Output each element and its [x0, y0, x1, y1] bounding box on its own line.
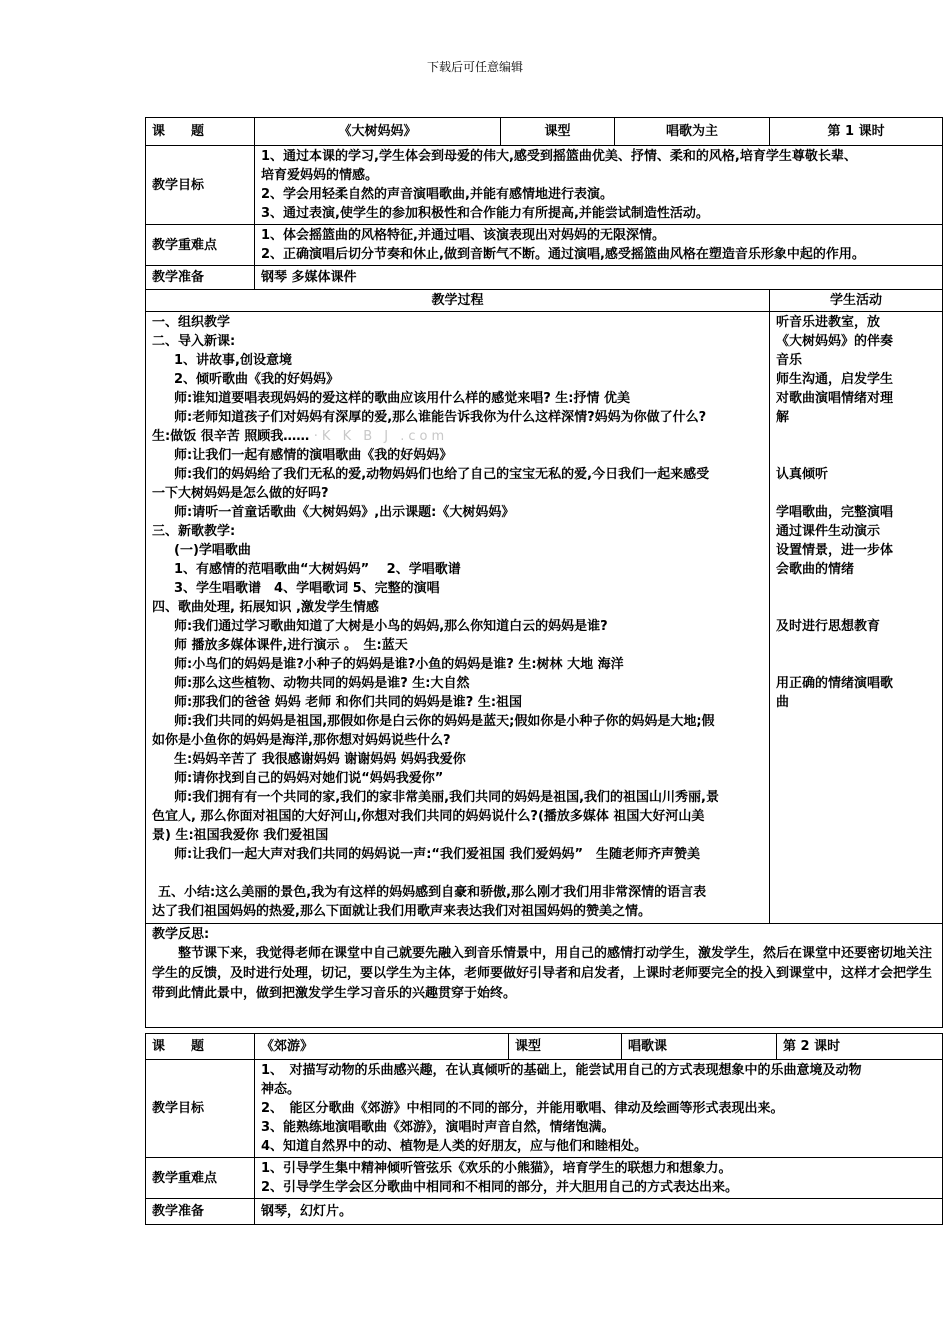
- activity-line: 听音乐进教室，放: [776, 315, 881, 330]
- goal-line: 1、通过本课的学习,学生体会到母爱的伟大,感受到摇篮曲优美、抒情、柔和的风格,培育学生尊敬长辈、: [261, 149, 857, 164]
- header-note: 下载后可任意编辑: [426, 60, 523, 74]
- lesson-type: 唱歌为主: [615, 118, 770, 146]
- activity-line: 会歌曲的情绪: [776, 562, 855, 577]
- process-line: 生:妈妈辛苦了 我很感谢妈妈 谢谢妈妈 妈妈我爱你: [174, 752, 466, 767]
- lesson-topic: 《郊游》: [255, 1034, 509, 1060]
- activity-line: 学唱歌曲，完整演唱: [776, 505, 894, 520]
- label-goals: 教学目标: [146, 146, 255, 225]
- key-point-line: 1、体会摇篮曲的风格特征,并通过唱、该演表现出对妈妈的无限深情。: [261, 228, 665, 243]
- activity-line: 音乐: [776, 353, 803, 368]
- lesson-period: 第 2 课时: [777, 1034, 943, 1060]
- activity-line: 用正确的情绪演唱歌: [776, 676, 894, 691]
- process-line: 师:谁知道要唱表现妈妈的爱这样的歌曲应该用什么样的感觉来唱? 生:抒情 优美: [174, 391, 630, 406]
- process-line: 师:小鸟们的妈妈是谁?小种子的妈妈是谁?小鱼的妈妈是谁? 生:树林 大地 海洋: [174, 657, 624, 672]
- process-line: 景) 生:祖国我爱你 我们爱祖国: [152, 828, 329, 843]
- process-line: 一、组织教学: [152, 315, 231, 330]
- process-line: 3、学生唱歌谱 4、学唱歌词 5、完整的演唱: [174, 581, 440, 596]
- activity-line: 设置情景，进一步体: [776, 543, 894, 558]
- watermark: ·K K B J .com: [313, 429, 449, 444]
- process-line: 达了我们祖国妈妈的热爱,那么下面就让我们用歌声来表达我们对祖国妈妈的赞美之情。: [152, 904, 651, 919]
- process-line: 师:让我们一起大声对我们共同的妈妈说一声:“我们爱祖国 我们爱妈妈” 生随老师齐声赞美: [174, 847, 701, 862]
- prep-cell: 钢琴，幻灯片。: [255, 1199, 943, 1225]
- process-line: 二、导入新课:: [152, 334, 236, 349]
- process-line: 师:老师知道孩子们对妈妈有深厚的爱,那么谁能告诉我你为什么这样深情?妈妈为你做了什么?: [174, 410, 707, 425]
- activity-line: 解: [776, 410, 790, 425]
- label-prep: 教学准备: [146, 266, 255, 290]
- process-line: 师:那么这些植物、动物共同的妈妈是谁? 生:大自然: [174, 676, 470, 691]
- process-line: 师:我们通过学习歌曲知道了大树是小鸟的妈妈,那么你知道白云的妈妈是谁?: [174, 619, 608, 634]
- process-line: [152, 427, 763, 446]
- lesson-period: 第 1 课时: [770, 118, 943, 146]
- process-line: 1、讲故事,创设意境: [174, 353, 292, 368]
- process-line: 师:我们共同的妈妈是祖国,那假如你是白云你的妈妈是蓝天;假如你是小种子你的妈妈是大地;假: [174, 714, 715, 729]
- activity-cell: [770, 312, 943, 924]
- process-line: 师:我们拥有有一个共同的家,我们的家非常美丽,我们共同的妈妈是祖国,我们的祖国山川秀丽,景: [174, 790, 719, 805]
- process-line: 如你是小鱼你的妈妈是海洋,那你想对妈妈说些什么?: [152, 733, 451, 748]
- process-line: 1、有感情的范唱歌曲“大树妈妈” 2、学唱歌谱: [174, 562, 461, 577]
- reflection-title: 教学反思:: [152, 927, 210, 942]
- activity-line: 通过课件生动演示: [776, 524, 881, 539]
- lesson-topic: 《大树妈妈》: [255, 118, 501, 146]
- process-line: 师:我们的妈妈给了我们无私的爱,动物妈妈们也给了自己的宝宝无私的爱,今日我们一起来感受: [174, 467, 710, 482]
- lesson1-table: [145, 117, 943, 1028]
- activity-line: [776, 446, 936, 465]
- activity-line: 《大树妈妈》的伴奏: [776, 334, 894, 349]
- process-line: [152, 864, 763, 883]
- process-line: 师:请你找到自己的妈妈对她们说“妈妈我爱你”: [174, 771, 444, 786]
- activity-line: 认真倾听: [776, 467, 829, 482]
- process-text: 生:做饭 很辛苦 照顾我……: [152, 429, 310, 444]
- key-point-line: 2、正确演唱后切分节奏和休止,做到音断气不断。通过演唱,感受摇篮曲风格在塑造音乐形象中起的作用。: [261, 247, 865, 262]
- reflection-body: 整节课下来，我觉得老师在课堂中自己就要先融入到音乐情景中，用自己的感情打动学生，激发学生，然后在课堂中还要密切地关注学生的反馈，及时进行处理，切记，要以学生为主体，老师要做好引导者和启发者，上课时老师要完全的投入到课堂中，这样才会把学生带到此情此景中，做到把激发学生学习音乐的兴趣贯穿于始终。: [152, 946, 933, 1001]
- activity-line: [776, 636, 936, 655]
- goal-line: 培育爱妈妈的情感。: [261, 168, 379, 183]
- process-line: 三、新歌教学:: [152, 524, 236, 539]
- activity-line: [776, 655, 936, 674]
- activity-line: [776, 598, 936, 617]
- process-line: 一下大树妈妈是怎么做的好吗?: [152, 486, 329, 501]
- activity-line: 对歌曲演唱情绪对理: [776, 391, 894, 406]
- label-lesson-type: 课型: [501, 118, 615, 146]
- process-line: (一)学唱歌曲: [174, 543, 251, 558]
- process-line: 师:请听一首童话歌曲《大树妈妈》,出示课题:《大树妈妈》: [174, 505, 515, 520]
- process-line: 色宜人, 那么你面对祖国的大好河山,你想对我们共同的妈妈说什么?(播放多媒体 祖国大好河山美: [152, 809, 705, 824]
- label-topic: 课 题: [146, 118, 255, 146]
- key-points-cell: [255, 225, 943, 266]
- label-goals: 教学目标: [146, 1060, 255, 1158]
- key-points-cell: [255, 1158, 943, 1199]
- goal-line: 4、知道自然界中的动、植物是人类的好朋友，应与他们和睦相处。: [261, 1139, 648, 1154]
- process-line: 五、小结:这么美丽的景色,我为有这样的妈妈感到自豪和骄傲,那么刚才我们用非常深情的语言表: [158, 885, 707, 900]
- label-lesson-type: 课型: [509, 1034, 622, 1060]
- key-point-line: 1、引导学生集中精神倾听管弦乐《欢乐的小熊猫》，培育学生的联想力和想象力。: [261, 1161, 732, 1176]
- activity-line: [776, 484, 936, 503]
- lesson-type: 唱歌课: [622, 1034, 777, 1060]
- goals-cell: [255, 146, 943, 225]
- process-line: 2、倾听歌曲《我的好妈妈》: [174, 372, 340, 387]
- activity-line: 及时进行思想教育: [776, 619, 881, 634]
- activity-line: 师生沟通，启发学生: [776, 372, 894, 387]
- label-topic: 课 题: [146, 1034, 255, 1060]
- key-point-line: 2、引导学生学会区分歌曲中相同和不相同的部分，并大胆用自己的方式表达出来。: [261, 1180, 739, 1195]
- label-key-points: 教学重难点: [146, 1158, 255, 1199]
- prep-cell: 钢琴 多媒体课件: [255, 266, 943, 290]
- activity-line: 曲: [776, 695, 790, 710]
- goal-line: 神态。: [261, 1082, 301, 1097]
- process-line: 师 播放多媒体课件,进行演示 。 生:蓝天: [174, 638, 408, 653]
- goal-line: 3、能熟练地演唱歌曲《郊游》，演唱时声音自然，情绪饱满。: [261, 1120, 615, 1135]
- goal-line: 2、学会用轻柔自然的声音演唱歌曲,并能有感情地进行表演。: [261, 187, 613, 202]
- process-line: 师:那我们的爸爸 妈妈 老师 和你们共同的妈妈是谁? 生:祖国: [174, 695, 523, 710]
- label-activity: 学生活动: [770, 290, 943, 312]
- process-line: 四、歌曲处理, 拓展知识 ,激发学生情感: [152, 600, 379, 615]
- goal-line: 2、 能区分歌曲《郊游》中相同的不同的部分，并能用歌唱、律动及绘画等形式表现出来。: [261, 1101, 784, 1116]
- goals-cell: [255, 1060, 943, 1158]
- reflection-cell: [146, 924, 943, 1028]
- process-line: 师:让我们一起有感情的演唱歌曲《我的好妈妈》: [174, 448, 453, 463]
- label-process: 教学过程: [146, 290, 770, 312]
- activity-line: [776, 579, 936, 598]
- process-cell: [146, 312, 770, 924]
- goal-line: 3、通过表演,使学生的参加积极性和合作能力有所提高,并能尝试制造性活动。: [261, 206, 709, 221]
- lesson2-table: [145, 1033, 943, 1225]
- label-key-points: 教学重难点: [146, 225, 255, 266]
- goal-line: 1、 对描写动物的乐曲感兴趣，在认真倾听的基础上，能尝试用自己的方式表现想象中的乐曲意境及动物: [261, 1063, 862, 1078]
- label-prep: 教学准备: [146, 1199, 255, 1225]
- activity-line: [776, 427, 936, 446]
